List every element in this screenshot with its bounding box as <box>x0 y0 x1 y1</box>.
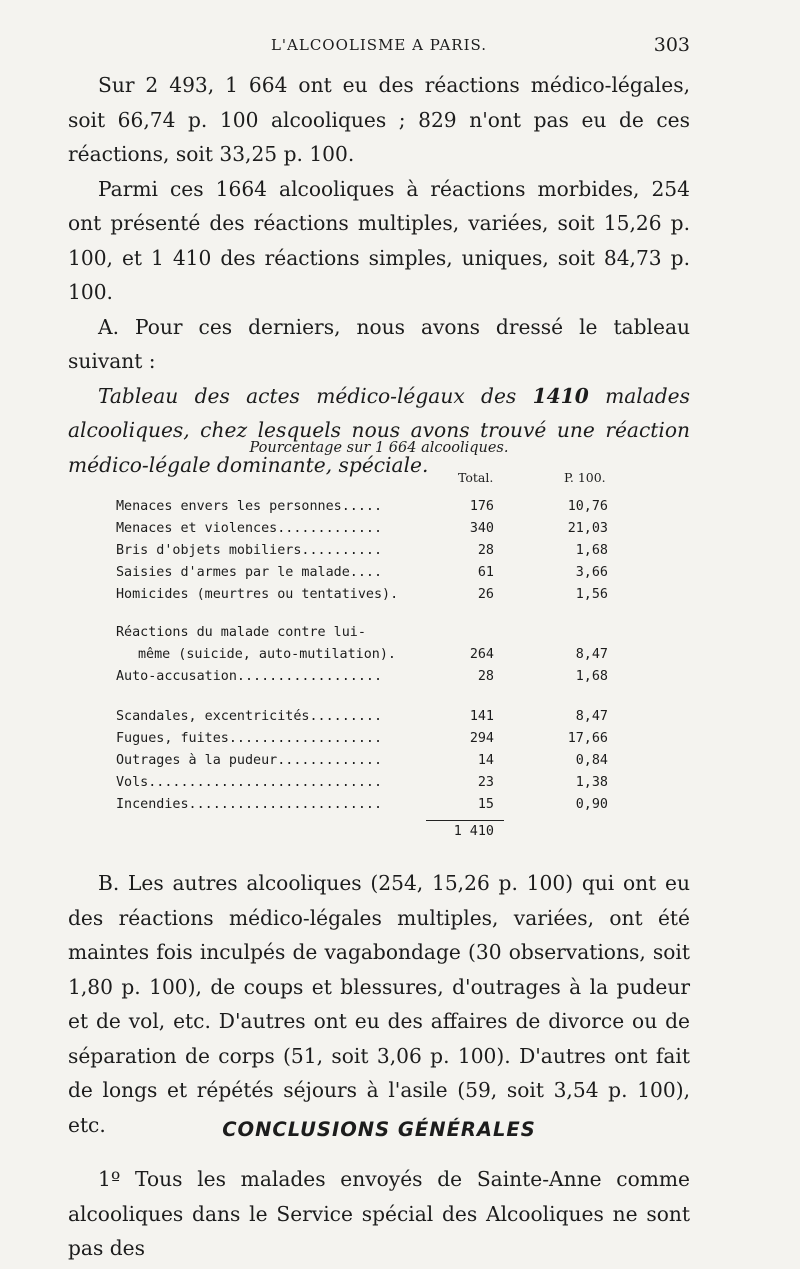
conclusions-heading: CONCLUSIONS GÉNÉRALES <box>222 1118 536 1141</box>
row-label: Auto-accusation.................. <box>116 669 383 684</box>
table-row <box>116 750 636 772</box>
table-caption: Pourcentage sur 1 664 alcooliques. <box>249 440 509 456</box>
paragraph-totals: Sur 2 493, 1 664 ont eu des réactions médico-légales, soit 66,74 p. 100 alcooliques ; 829 n'ont pas eu de ces réactions, soit 33,25 p. 100. <box>68 73 690 166</box>
row-percent: 1,38 <box>575 775 608 790</box>
table-row <box>116 562 636 584</box>
row-total: 176 <box>469 499 494 514</box>
row-total: 15 <box>477 797 494 812</box>
table-title-suffix: malades alcooliques, chez lesquels nous avons trouvé une réaction médico-légale dominante, spéciale. <box>68 383 690 477</box>
table-row <box>116 518 636 540</box>
row-label: Outrages à la pudeur............. <box>116 753 383 768</box>
row-total: 340 <box>469 521 494 536</box>
column-header-percent: P. 100. <box>564 470 606 485</box>
row-label: Menaces envers les personnes..... <box>116 499 383 514</box>
row-total: 141 <box>469 709 494 724</box>
row-total: 264 <box>469 647 494 662</box>
row-label: Scandales, excentricités......... <box>116 709 383 724</box>
table-row <box>116 772 636 794</box>
paragraph-conclusion-1: 1º Tous les malades envoyés de Sainte-Anne comme alcooliques dans le Service spécial des Alcooliques ne sont pas des <box>68 1167 690 1260</box>
row-percent: 1,68 <box>575 543 608 558</box>
table-row <box>116 496 636 518</box>
row-percent: 1,68 <box>575 669 608 684</box>
table-row <box>116 728 636 750</box>
row-percent: 8,47 <box>575 709 608 724</box>
row-percent: 3,66 <box>575 565 608 580</box>
row-label: Fugues, fuites................... <box>116 731 383 746</box>
row-percent: 0,90 <box>575 797 608 812</box>
table-row <box>116 666 636 688</box>
row-label: Saisies d'armes par le malade.... <box>116 565 383 580</box>
section-b-text <box>68 866 690 1142</box>
column-header-total: Total. <box>458 470 494 485</box>
table-row <box>116 622 636 644</box>
table-row <box>116 540 636 562</box>
row-label: même (suicide, auto-mutilation). <box>138 647 396 662</box>
row-percent: 17,66 <box>567 731 608 746</box>
table-title <box>68 379 690 483</box>
row-label: Incendies........................ <box>116 797 383 812</box>
row-total: 14 <box>477 753 494 768</box>
paragraph-section-b: B. Les autres alcooliques (254, 15,26 p. 100) qui ont eu des réactions médico-légales multiples, variées, ont été maintes fois inculpés de vagabondage (30 observations, soit 1,80 p. 100), de coups et blessures, d'outrages à la pudeur et de vol, etc. D'autres ont eu des affaires de divorce ou de séparation de corps (51, soit 3,06 p. 100). D'autres ont fait de longs et répétés séjours à l'asile (59, soit 3,54 p. 100), etc. <box>68 871 690 1137</box>
row-total: 26 <box>477 587 494 602</box>
table-sum: 1 410 <box>453 824 494 839</box>
row-percent: 8,47 <box>575 647 608 662</box>
paragraph-morbid-reactions: Parmi ces 1664 alcooliques à réactions morbides, 254 ont présenté des réactions multiples, variées, soit 15,26 p. 100, et 1 410 des réactions simples, uniques, soit 84,73 p. 100. <box>68 176 690 304</box>
paragraph-section-a: A. Pour ces derniers, nous avons dressé le tableau suivant : <box>68 314 690 373</box>
row-total: 23 <box>477 775 494 790</box>
intro-text <box>68 68 690 482</box>
row-total: 294 <box>469 731 494 746</box>
row-total: 28 <box>477 669 494 684</box>
table-title-prefix: Tableau des actes médico-légaux des <box>98 383 533 408</box>
conclusions-text <box>68 1162 690 1266</box>
row-label: Menaces et violences............. <box>116 521 383 536</box>
row-label: Homicides (meurtres ou tentatives). <box>116 587 399 602</box>
table-row <box>116 644 636 666</box>
row-total: 61 <box>477 565 494 580</box>
running-title: L'ALCOOLISME A PARIS. <box>270 36 488 54</box>
sum-rule <box>426 820 504 821</box>
row-total: 28 <box>477 543 494 558</box>
running-header <box>68 34 690 58</box>
row-percent: 1,56 <box>575 587 608 602</box>
table-row <box>116 794 636 816</box>
page-number: 303 <box>653 34 690 56</box>
row-percent: 0,84 <box>575 753 608 768</box>
table-title-number: 1410 <box>532 383 589 408</box>
row-label: Réactions du malade contre lui- <box>116 625 366 640</box>
table-row <box>116 584 636 606</box>
row-percent: 21,03 <box>567 521 608 536</box>
row-percent: 10,76 <box>567 499 608 514</box>
row-label: Bris d'objets mobiliers.......... <box>116 543 383 558</box>
row-label: Vols............................. <box>116 775 383 790</box>
table-row <box>116 706 636 728</box>
